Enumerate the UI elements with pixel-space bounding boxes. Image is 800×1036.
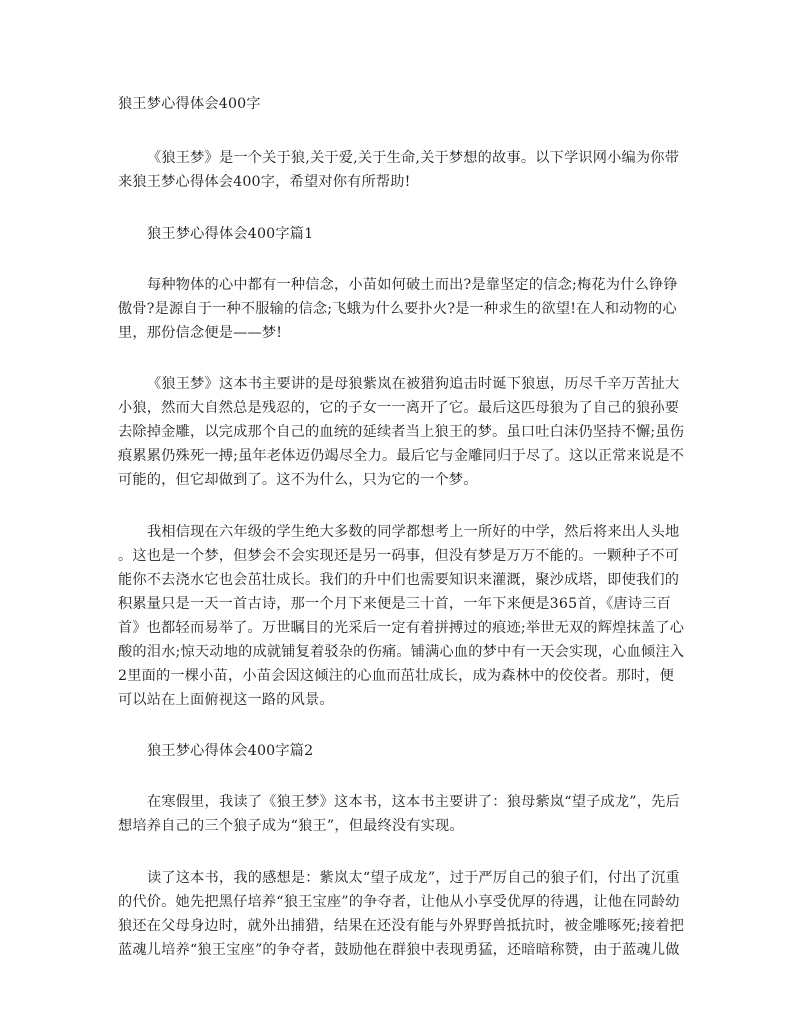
s1-p2-line-3: 去除掉金雕，以完成那个自己的血统的延续者当上狼王的梦。虽口吐白沫仍坚持不懈;虽伤	[118, 424, 685, 440]
s1-p2-line-1: 《狼王梦》这本书主要讲的是母狼紫岚在被猎狗追击时诞下狼崽，历尽千辛万苦扯大	[147, 376, 680, 392]
s1-p3-line-6: 酸的泪水;惊天动地的成就铺复着驳杂的伤痛。铺满心血的梦中有一天会实现，心血倾注入	[118, 644, 685, 660]
s1-p2-line-2: 小狼，然而大自然总是残忍的，它的子女一一离开了它。最后这匹母狼为了自己的狼孙要	[118, 400, 680, 416]
s1-p1-line-3: 里，那份信念便是——梦!	[118, 325, 283, 341]
s1-p3-line-7: 2里面的一棵小苗，小苗会因这倾注的心血而茁壮成长，成为森林中的佼佼者。那时，便	[118, 668, 674, 684]
s1-p3-line-2: 。这也是一个梦，但梦会不会实现还是另一码事，但没有梦是万万不能的。一颗种子不可	[118, 548, 680, 564]
s2-p2-line-3: 狼还在父母身边时，就外出捕猎，结果在还没有能与外界野兽抵抗时，被金雕啄死;接着把	[118, 918, 685, 934]
s1-p3-line-1: 我相信现在六年级的学生绝大多数的同学都想考上一所好的中学，然后将来出人头地	[147, 524, 680, 540]
s1-p2-line-4: 痕累累仍殊死一搏;虽年老体迈仍竭尽全力。最后它与金雕同归于尽了。这以正常来说是不	[118, 448, 685, 464]
section-2-heading: 狼王梦心得体会400字篇2	[147, 743, 314, 759]
s2-p1-line-2: 想培养自己的三个狼子成为“狼王”，但最终没有实现。	[118, 818, 464, 834]
intro-line-2: 来狼王梦心得体会400字，希望对你有所帮助!	[118, 174, 411, 190]
s2-p2-line-1: 读了这本书，我的感想是：紫岚太“望子成龙”，过于严厉自己的狼子们，付出了沉重	[147, 870, 680, 886]
document-title: 狼王梦心得体会400字	[118, 96, 261, 112]
s2-p1-line-1: 在寒假里，我读了《狼王梦》这本书，这本书主要讲了：狼母紫岚“望子成龙”，先后	[147, 794, 680, 810]
s1-p3-line-4: 积累量只是一天一首古诗，那一个月下来便是三十首，一年下来便是365首，《唐诗三百	[118, 596, 671, 612]
s1-p1-line-2: 傲骨?是源自于一种不服输的信念;飞蛾为什么要扑火?是一种求生的欲望!在人和动物的心	[118, 301, 677, 317]
intro-line-1: 《狼王梦》是一个关于狼,关于爱,关于生命,关于梦想的故事。以下学识网小编为你带	[147, 150, 680, 166]
s2-p2-line-4: 蓝魂儿培养“狼王宝座”的争夺者，鼓励他在群狼中表现勇猛，还暗暗称赞，由于蓝魂儿做	[118, 942, 680, 958]
s1-p3-line-8: 可以站在上面俯视这一路的风景。	[118, 692, 334, 708]
section-1-heading: 狼王梦心得体会400字篇1	[147, 226, 314, 242]
s1-p3-line-3: 能你不去浇水它也会茁壮成长。我们的升中们也需要知识来灌溉，聚沙成塔，即使我们的	[118, 572, 680, 588]
s1-p3-line-5: 首》也都轻而易举了。万世瞩目的光采后一定有着拼搏过的痕迹;举世无双的辉煌抹盖了心	[118, 620, 685, 636]
s1-p1-line-1: 每种物体的心中都有一种信念，小苗如何破土而出?是靠坚定的信念;梅花为什么铮铮	[147, 277, 678, 293]
s1-p2-line-5: 可能的，但它却做到了。这不为什么，只为它的一个梦。	[118, 472, 478, 488]
s2-p2-line-2: 的代价。她先把黑仔培养“狼王宝座”的争夺者，让他从小享受优厚的待遇，让他在同龄幼	[118, 894, 680, 910]
